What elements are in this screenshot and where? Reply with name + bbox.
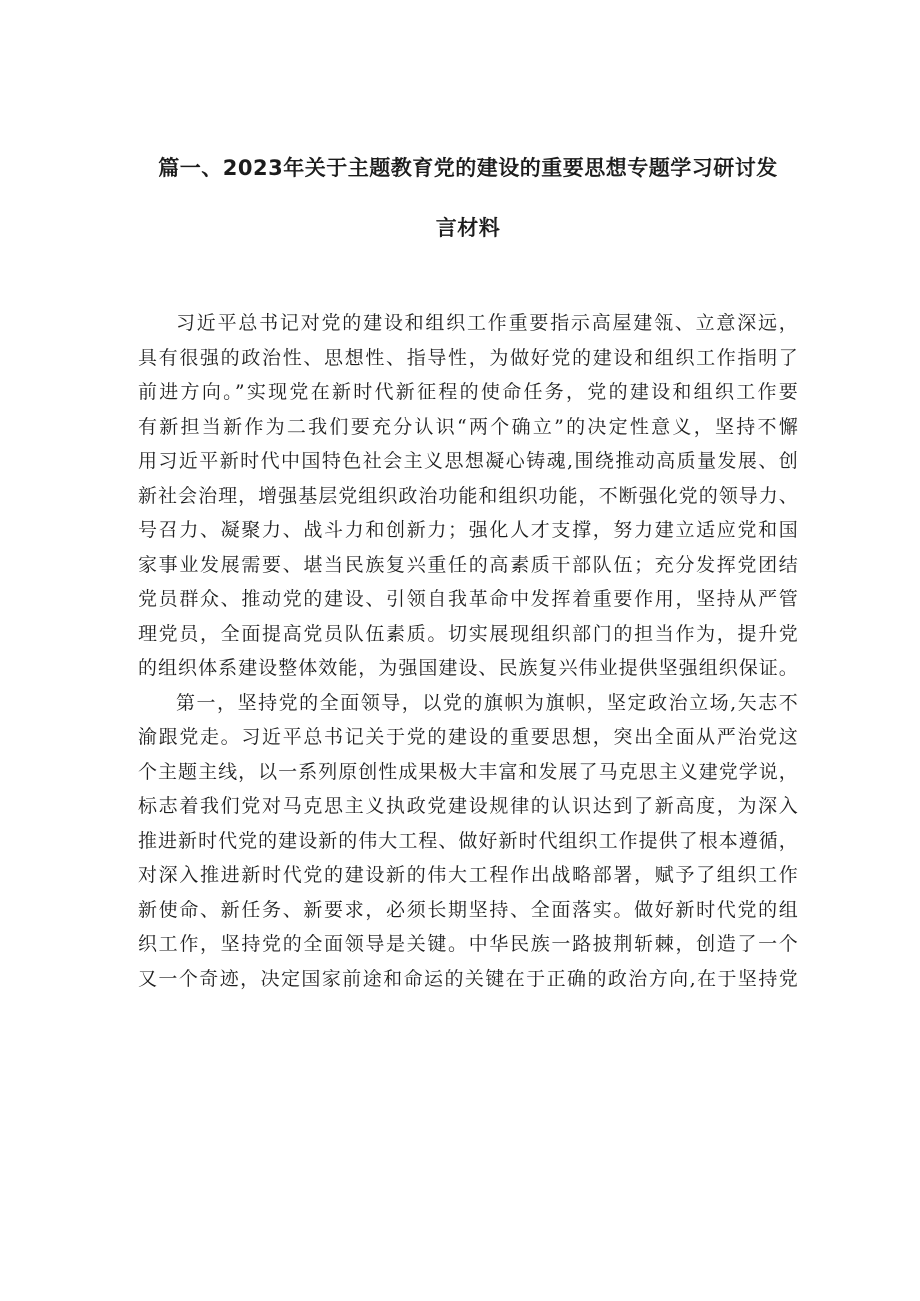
text-line: 有新担当新作为二我们要充分认识“两个确立”的决定性意义，坚持不懈 [138,415,798,438]
text-line: 习近平总书记对党的建设和组织工作重要指示高屋建瓴、立意深远， [176,312,798,334]
text-line: 号召力、凝聚力、战斗力和创新力；强化人才支撑，努力建立适应党和国 [138,519,798,541]
text-line: 前进方向。”实现党在新时代新征程的使命任务，党的建设和组织工作要 [138,381,798,403]
text-line: 渝跟党走。习近平总书记关于党的建设的重要思想，突出全面从严治党这 [138,726,798,748]
document-title-line-1: 篇一、2023年关于主题教育党的建设的重要思想专题学习研讨发 [158,156,778,180]
text-line: 织工作，坚持党的全面领导是关键。中华民族一路披荆斩棘，创造了一个 [138,933,798,955]
text-line: 理党员，全面提高党员队伍素质。切实展现组织部门的担当作为，提升党 [138,622,798,645]
text-line: 的组织体系建设整体效能，为强国建设、民族复兴伟业提供坚强组织保证。 [138,657,798,679]
text-line: 又一个奇迹，决定国家前途和命运的关键在于正确的政治方向,在于坚持党 [138,967,798,990]
text-line: 标志着我们党对马克思主义执政党建设规律的认识达到了新高度，为深入 [138,795,798,817]
text-line: 新使命、新任务、新要求，必须长期坚持、全面落实。做好新时代党的组 [138,898,798,921]
document-title-line-2: 言材料 [435,216,501,240]
text-line: 具有很强的政治性、思想性、指导性，为做好党的建设和组织工作指明了 [138,346,798,369]
paragraph-2 [138,686,798,997]
text-line: 推进新时代党的建设新的伟大工程、做好新时代组织工作提供了根本遵循， [138,829,798,852]
text-line: 第一，坚持党的全面领导，以党的旗帜为旗帜，坚定政治立场,矢志不 [176,691,798,714]
text-line: 对深入推进新时代党的建设新的伟大工程作出战略部署，赋予了组织工作 [138,864,798,886]
text-line: 党员群众、推动党的建设、引领自我革命中发挥着重要作用，坚持从严管 [138,588,798,610]
text-line: 新社会治理，增强基层党组织政治功能和组织功能，不断强化党的领导力、 [138,484,798,507]
text-line: 家事业发展需要、堪当民族复兴重任的高素质干部队伍；充分发挥党团结 [138,553,798,576]
paragraph-1 [138,306,798,686]
text-line: 个主题主线，以一系列原创性成果极大丰富和发展了马克思主义建党学说， [138,760,798,783]
document-body [138,306,798,996]
text-line: 用习近平新时代中国特色社会主义思想凝心铸魂,围绕推动高质量发展、创 [138,450,798,472]
